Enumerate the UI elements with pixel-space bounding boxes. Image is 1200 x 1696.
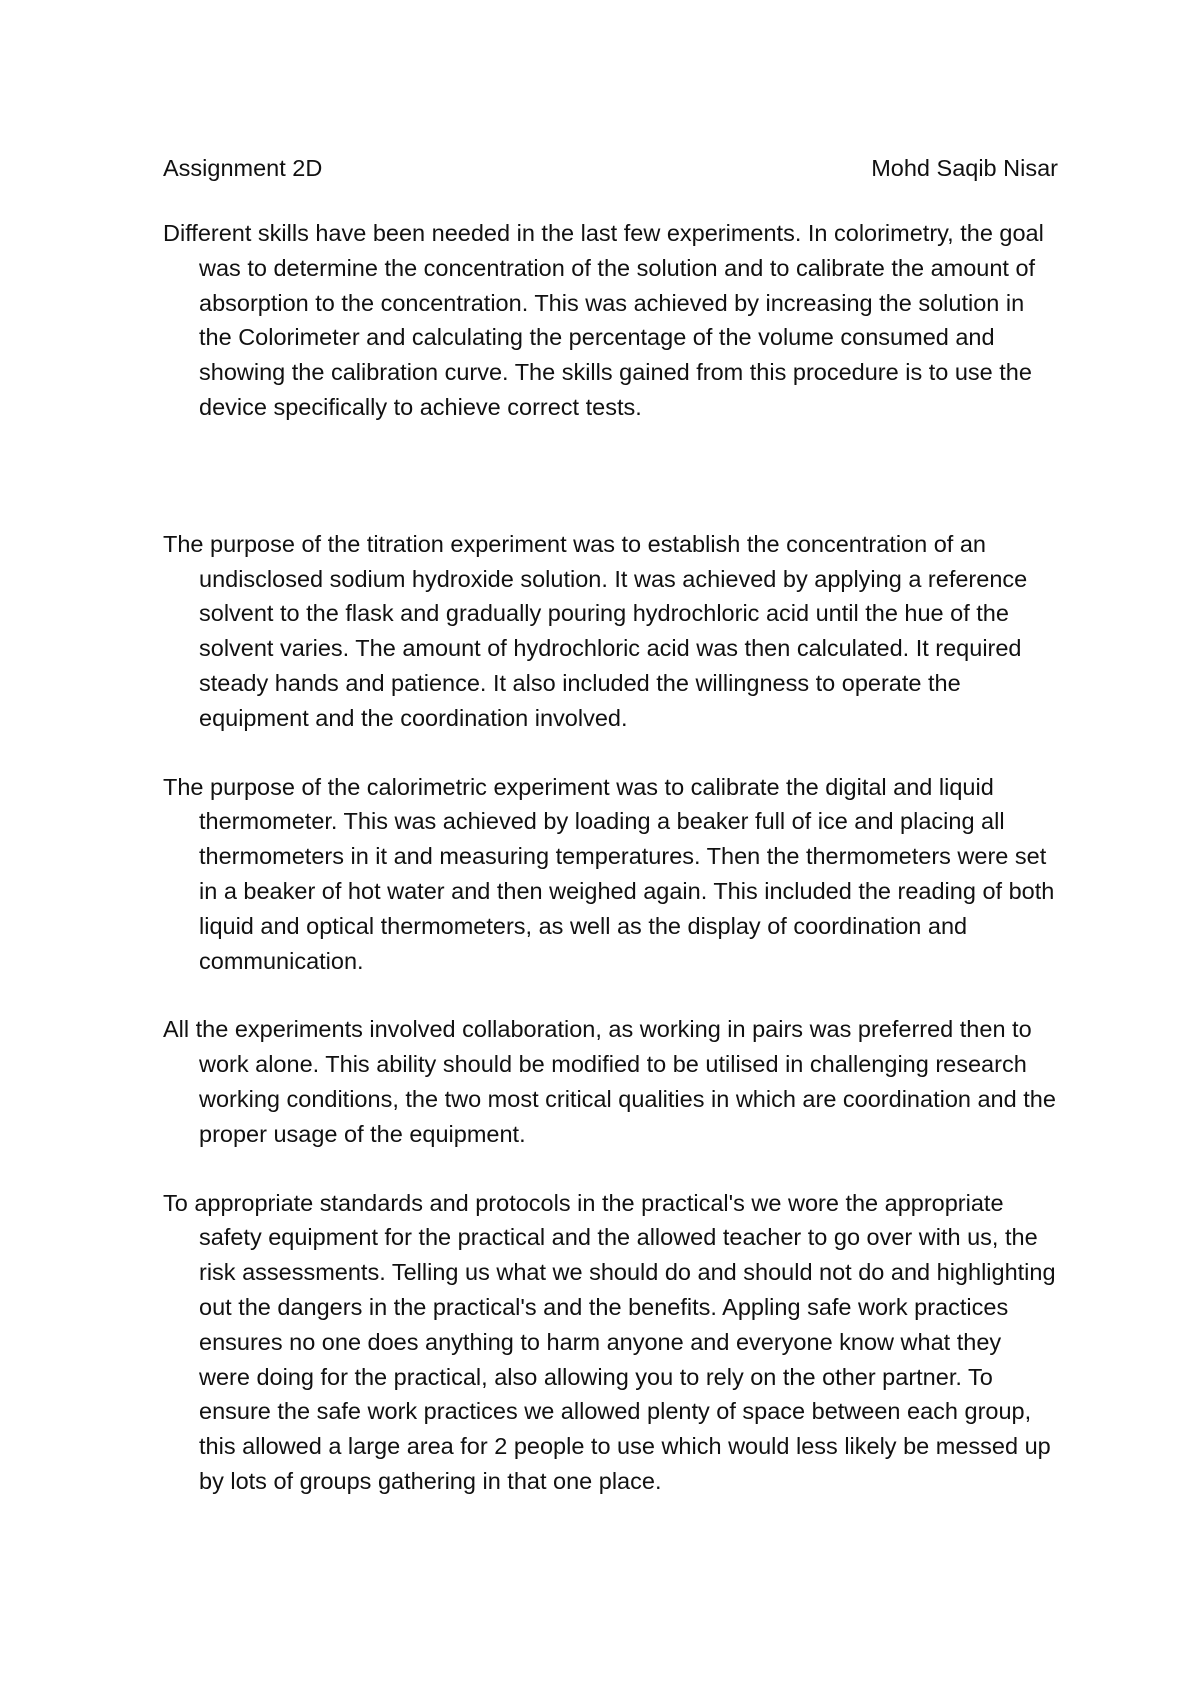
document-header bbox=[163, 150, 1058, 186]
paragraph-calorimetric: The purpose of the calorimetric experiment was to calibrate the digital and liquid thermometer. This was achieved by loading a beaker full of ice and placing all thermometers in it and measuring temperatures. Then the thermometers were set in a beaker of hot water and then weighed again. This included the reading of both liquid and optical thermometers, as well as the display of coordination and communication. bbox=[163, 773, 1055, 974]
paragraph-collaboration: All the experiments involved collaboration, as working in pairs was preferred then to work alone. This ability should be modified to be utilised in challenging research working conditions, the two most critical qualities in which are coordination and the proper usage of the equipment. bbox=[163, 1016, 1056, 1147]
paragraph-titration: The purpose of the titration experiment was to establish the concentration of an undisclosed sodium hydroxide solution. It was achieved by applying a reference solvent to the flask and gradually pouring hydrochloric acid until the hue of the solvent varies. The amount of hydrochloric acid was then calculated. It required steady hands and patience. It also included the willingness to operate the equipment and the coordination involved. bbox=[163, 530, 1028, 731]
author-name: Mohd Saqib Nisar bbox=[871, 155, 1058, 181]
paragraph-colorimetry: Different skills have been needed in the last few experiments. In colorimetry, the goal was to determine the concentration of the solution and to calibrate the amount of absorption to the concentration. This was achieved by increasing the solution in the Colorimeter and calculating the percentage of the volume consumed and showing the calibration curve. The skills gained from this procedure is to use the device specifically to achieve correct tests. bbox=[163, 220, 1044, 420]
paragraph-safety: To appropriate standards and protocols in the practical's we wore the appropriate safety equipment for the practical and the allowed teacher to go over with us, the risk assessments. Telling us what we should do and should not do and highlighting out the dangers in the practical's and the benefits. Appling safe work practices ensures no one does anything to harm anyone and everyone know what they were doing for the practical, also allowing you to rely on the other partner. To ensure the safe work practices we allowed plenty of space between each group, this allowed a large area for 2 people to use which would less likely be messed up by lots of groups gathering in that one place. bbox=[163, 1189, 1056, 1494]
assignment-title: Assignment 2D bbox=[163, 155, 323, 181]
document-body bbox=[163, 216, 1058, 1499]
